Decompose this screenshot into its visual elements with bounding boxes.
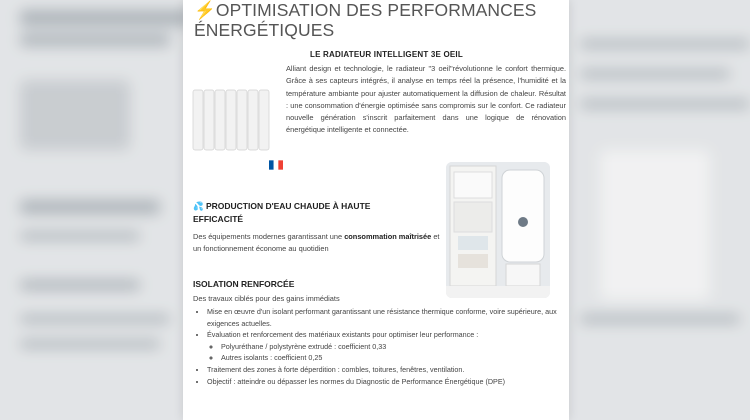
page-title: ⚡OPTIMISATION DES PERFORMANCES ÉNERGÉTIQUES bbox=[194, 0, 537, 40]
water-drop-icon: 💦 bbox=[193, 201, 204, 211]
list-item: • Mise en œuvre d'un isolant performant garantissant une résistance thermique conforme, voire supérieure, aux exigences actuelles. bbox=[207, 306, 567, 329]
sub-list-item: ◦ Polyuréthane / polystyrène extrudé : coefficient 0,33 bbox=[221, 341, 567, 353]
emphasis-text: consommation maîtrisée bbox=[344, 232, 432, 241]
document-page bbox=[183, 0, 569, 420]
radiator-image bbox=[187, 88, 275, 154]
sub-list-item: ◦ Autres isolants : coefficient 0,25 bbox=[221, 352, 567, 364]
radiator-paragraph: Alliant design et technologie, le radiateur "3 oeil"révolutionne le confort thermique. Grâce à ses capteurs intégrés, il analyse en temps réel la présence, l'humidité et la température ambiante pour ajuster automatiquement la diffusion de chaleur. Résultat : une consommation d'énergie optimisée sans compromis sur le confort. Ce radiateur nouvelle génération s'inscrit parfaitement dans une logique de rénovation énergétique intelligente et connectée. bbox=[286, 64, 566, 135]
radiator-heading: LE RADIATEUR INTELLIGENT 3E OEIL bbox=[310, 50, 463, 59]
water-heater-image bbox=[446, 162, 550, 298]
lightning-icon: ⚡ bbox=[194, 0, 216, 20]
list-item: • Traitement des zones à forte déperdition : combles, toitures, fenêtres, ventilation. bbox=[207, 364, 567, 376]
france-flag-icon bbox=[269, 160, 283, 172]
list-item: • Objectif : atteindre ou dépasser les normes du Diagnostic de Performance Énergétique (DPE) bbox=[207, 376, 567, 388]
list-item: • Évaluation et renforcement des matériaux existants pour optimiser leur performance : ◦ Polyuréthane / polystyrène extrudé : coefficient 0,33 ◦ Autres isolants : coefficient 0,25 bbox=[207, 329, 567, 364]
insulation-heading: ISOLATION RENFORCÉE bbox=[193, 279, 295, 289]
sub-bullet-list bbox=[207, 341, 567, 364]
insulation-bullet-list bbox=[193, 306, 567, 387]
hot-water-paragraph: Des équipements modernes garantissant une consommation maîtrisée et un fonctionnement économe au quotidien bbox=[193, 232, 440, 253]
hot-water-heading: 💦 PRODUCTION D'EAU CHAUDE À HAUTE EFFICACITÉ bbox=[193, 201, 371, 224]
insulation-intro: Des travaux ciblés pour des gains immédiats bbox=[193, 294, 340, 303]
